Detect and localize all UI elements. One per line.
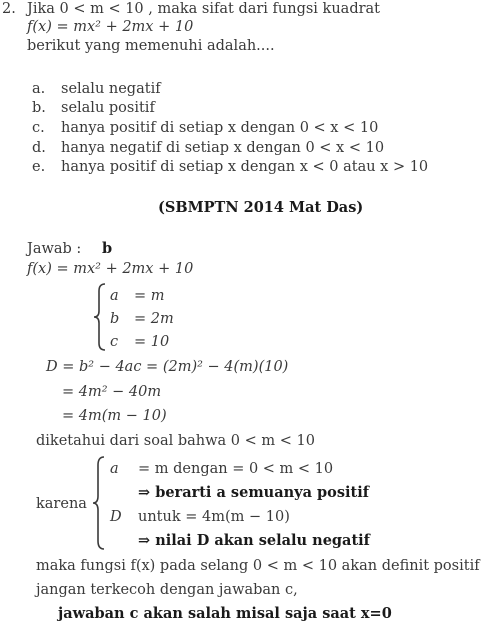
known-condition: diketahui dari soal bahwa 0 < m < 10 [36,433,315,449]
reason-d-text: untuk = 4m(m − 10) [138,509,290,525]
option-e-text: hanya positif di setiap x dengan x < 0 atau x > 10 [61,159,429,175]
answer-label: Jawab : [27,241,82,257]
coefficient-brace [92,283,108,351]
coef-a-eq: = m [134,288,165,304]
coef-c-eq: = 10 [134,334,170,350]
solution-function: f(x) = mx² + 2mx + 10 [27,261,194,277]
option-d-text: hanya negatif di setiap x dengan 0 < x < 10 [61,140,385,156]
reason-a-text: = m dengan = 0 < m < 10 [138,461,334,477]
option-a-text: selalu negatif [61,81,161,97]
reason-brace [91,456,107,550]
function-definition: f(x) = mx² + 2mx + 10 [27,19,194,35]
problem-statement: Jika 0 < m < 10 , maka sifat dari fungsi kuadrat [27,1,381,17]
coef-c-var: c [110,334,119,350]
option-b-text: selalu positif [61,100,155,116]
problem-source: (SBMPTN 2014 Mat Das) [158,199,364,216]
problem-question: berikut yang memenuhi adalah.... [27,38,275,54]
option-c-text: hanya positif di setiap x dengan 0 < x < 10 [61,120,379,136]
discriminant-line-2: = 4m² − 40m [62,384,162,400]
coef-a-var: a [110,288,119,304]
conclusion: maka fungsi f(x) pada selang 0 < m < 10 akan definit positif [36,558,480,574]
reason-a-var: a [110,461,119,477]
problem-number: 2. [2,1,16,17]
discriminant-line-3: = 4m(m − 10) [62,408,167,424]
final-remark: jawaban c akan salah misal saja saat x=0 [58,605,392,622]
coef-b-var: b [110,311,120,327]
note: jangan terkecoh dengan jawaban c, [36,582,298,598]
discriminant-line-1: D = b² − 4ac = (2m)² − 4(m)(10) [46,359,289,375]
option-a-letter: a. [32,81,46,97]
reason-d-conclusion: ⇒ nilai D akan selalu negatif [138,532,370,549]
option-b-letter: b. [32,100,46,116]
answer-letter: b [102,240,113,257]
coef-b-eq: = 2m [134,311,174,327]
option-e-letter: e. [32,159,46,175]
option-d-letter: d. [32,140,46,156]
reason-d-var: D [110,509,122,525]
option-c-letter: c. [32,120,45,136]
reason-label: karena [36,496,87,512]
reason-a-conclusion: ⇒ berarti a semuanya positif [138,484,369,501]
